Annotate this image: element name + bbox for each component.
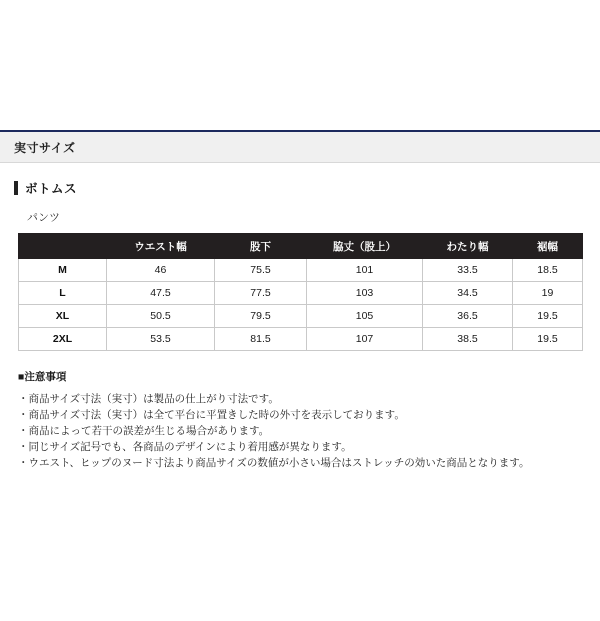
column-header-inseam: 股下 — [215, 234, 307, 259]
column-header-sidelength: 脇丈（股上） — [307, 234, 423, 259]
table-row — [19, 328, 583, 351]
notes-title: ■注意事項 — [18, 371, 67, 383]
cell-sidelength: 103 — [307, 282, 423, 305]
table-header-row — [19, 234, 583, 259]
row-size-label: XL — [19, 305, 107, 328]
table-row — [19, 259, 583, 282]
column-header-size — [19, 234, 107, 259]
bottom-whitespace — [0, 471, 600, 621]
heading-accent-bar — [14, 181, 18, 195]
cell-thigh: 34.5 — [423, 282, 513, 305]
cell-hem: 19.5 — [513, 328, 583, 351]
column-header-hem: 裾幅 — [513, 234, 583, 259]
table-row — [19, 282, 583, 305]
cell-hem: 19 — [513, 282, 583, 305]
cell-inseam: 77.5 — [215, 282, 307, 305]
notes-list — [18, 391, 600, 471]
list-item: ・商品サイズ寸法（実寸）は全て平台に平置きした時の外寸を表示しております。 — [18, 409, 405, 421]
notes-section — [18, 369, 600, 471]
cell-inseam: 79.5 — [215, 305, 307, 328]
cell-waist: 47.5 — [107, 282, 215, 305]
cell-waist: 46 — [107, 259, 215, 282]
table-row — [19, 305, 583, 328]
list-item: ・商品サイズ寸法（実寸）は製品の仕上がり寸法です。 — [18, 393, 279, 405]
cell-waist: 53.5 — [107, 328, 215, 351]
cell-hem: 19.5 — [513, 305, 583, 328]
list-item: ・同じサイズ記号でも、各商品のデザインにより着用感が異なります。 — [18, 441, 352, 453]
pants-sub-label: パンツ — [27, 212, 60, 224]
size-table — [18, 233, 583, 351]
cell-waist: 50.5 — [107, 305, 215, 328]
cell-sidelength: 101 — [307, 259, 423, 282]
column-header-waist: ウエスト幅 — [107, 234, 215, 259]
row-size-label: 2XL — [19, 328, 107, 351]
cell-inseam: 81.5 — [215, 328, 307, 351]
cell-inseam: 75.5 — [215, 259, 307, 282]
cell-sidelength: 105 — [307, 305, 423, 328]
row-size-label: M — [19, 259, 107, 282]
list-item: ・ウエスト、ヒップのヌード寸法より商品サイズの数値が小さい場合はストレッチの効いた商品となります。 — [18, 457, 530, 469]
size-table-wrapper — [18, 233, 582, 351]
cell-thigh: 38.5 — [423, 328, 513, 351]
bottoms-heading — [14, 179, 600, 197]
cell-thigh: 36.5 — [423, 305, 513, 328]
cell-thigh: 33.5 — [423, 259, 513, 282]
cell-sidelength: 107 — [307, 328, 423, 351]
row-size-label: L — [19, 282, 107, 305]
bottoms-heading-label: ボトムス — [25, 182, 78, 196]
page-title: 実寸サイズ — [14, 140, 76, 155]
list-item: ・商品によって若干の誤差が生じる場合があります。 — [18, 425, 270, 437]
column-header-thigh: わたり幅 — [423, 234, 513, 259]
cell-hem: 18.5 — [513, 259, 583, 282]
section-header-band — [0, 130, 600, 163]
top-whitespace — [0, 0, 600, 130]
